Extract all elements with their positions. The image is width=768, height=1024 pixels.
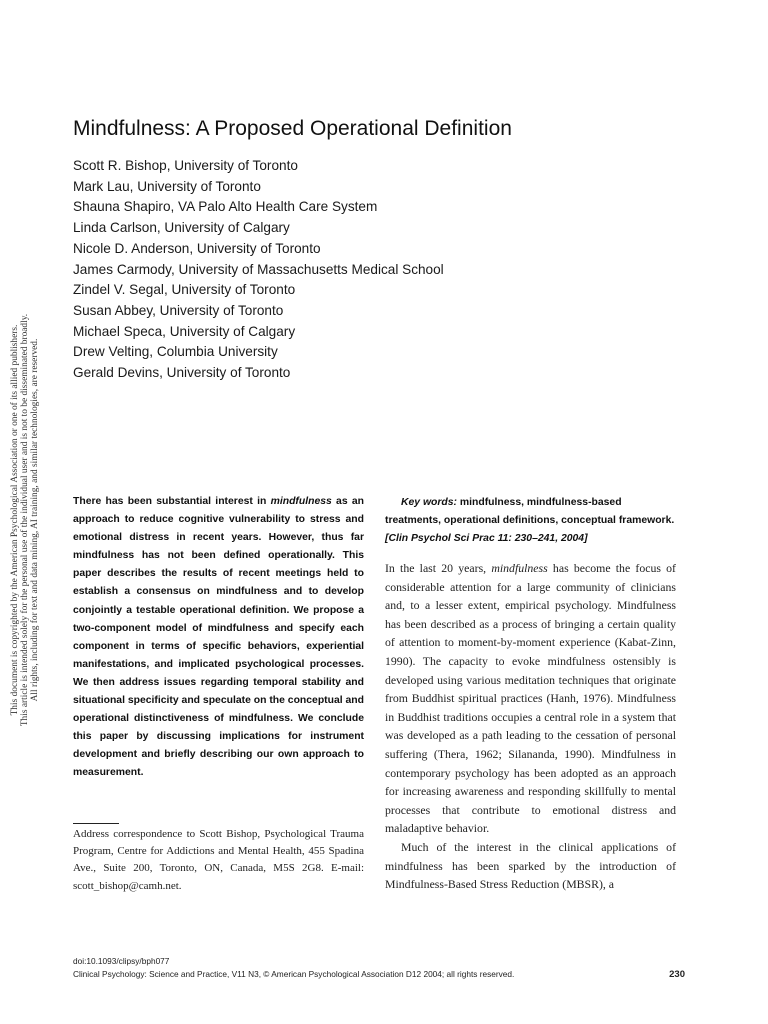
copyright-side-notice xyxy=(10,290,42,750)
abstract xyxy=(73,493,364,783)
keywords-terms: mindfulness, mindfulness-based treatments, operational definitions, conceptual framework. xyxy=(385,497,675,527)
article-title: Mindfulness: A Proposed Operational Definition xyxy=(73,117,512,140)
author-item: Drew Velting, Columbia University xyxy=(73,344,278,360)
abstract-text: as an approach to reduce cognitive vulnerability to stress and emotional distress in recent years. However, thus far mindfulness has not been defined operationally. This paper describes the results of recent meetings held to establish a consensus on mindfulness and to develop conjointly a testable operational definition. We propose a two-component model of mindfulness and specify each component in terms of specific behaviors, experiential manifestations, and implicated psychological processes. We then address issues regarding temporal stability and situational specificity and speculate on the conceptual and operational distinctiveness of mindfulness. We conclude this paper by discussing implications for instrument development and briefly describing our own approach to measurement. xyxy=(73,496,364,779)
correspondence-footnote: Address correspondence to Scott Bishop, Psychological Trauma Program, Centre for Addictions and Mental Health, 455 Spadina Ave., Suite 200, Toronto, ON, Canada, M5S 2G8. E-mail: scott_bishop@camh.net. xyxy=(73,828,364,892)
author-item: Mark Lau, University of Toronto xyxy=(73,178,261,194)
author-item: Shauna Shapiro, VA Palo Alto Health Care System xyxy=(73,199,378,215)
copyright-notice-line: All rights, including for text and data mining, AI training, and similar technologies, are reserved. xyxy=(30,338,41,702)
abstract-text: There has been substantial interest in xyxy=(73,496,271,507)
body-text-run: has become the focus of considerable attention for a large community of clinicians and, to a lesser extent, empirical psychology. Mindfulness has been described as a process of bringing a certain quality of attention to moment-by-moment experience (Kabat-Zinn, 1990). The capacity to evoke mindfulness ostensibly is developed using various meditation techniques that originate from Buddhist spiritual practices (Hanh, 1976). Mindfulness in Buddhist traditions occupies a central role in a system that was developed as a path leading to the cessation of personal suffering (Thera, 1962; Silananda, 1990). Mindfulness in contemporary psychology has been adopted as an approach for increasing awareness and responding skillfully to mental processes that contribute to emotional distress and maladaptive behavior. xyxy=(385,561,676,836)
copyright-notice-line: This article is intended solely for the personal use of the individual user and is not to be disseminated broadly. xyxy=(20,313,31,727)
keywords-block xyxy=(385,494,676,548)
journal-info: Clinical Psychology: Science and Practice, V11 N3, © American Psychological Association D12 2004; all rights reserved. xyxy=(73,969,515,979)
author-item: Susan Abbey, University of Toronto xyxy=(73,302,284,318)
body-text-run: In the last 20 years, xyxy=(385,561,492,575)
author-list xyxy=(73,156,444,384)
author-item: Scott R. Bishop, University of Toronto xyxy=(73,158,298,173)
copyright-notice-line: This document is copyrighted by the American Psychological Association or one of its allied publishers. xyxy=(10,324,20,716)
author-item: James Carmody, University of Massachusetts Medical School xyxy=(73,261,444,277)
author-item: Gerald Devins, University of Toronto xyxy=(73,365,291,381)
footnote-divider xyxy=(73,823,119,824)
doi: doi:10.1093/clipsy/bph077 xyxy=(73,956,170,966)
author-item: Nicole D. Anderson, University of Toronto xyxy=(73,240,321,256)
body-paragraph: Much of the interest in the clinical applications of mindfulness has been sparked by the introduction of Mindfulness-Based Stress Reduction (MBSR), a xyxy=(385,839,676,892)
page-footer xyxy=(73,955,685,981)
page-number: 230 xyxy=(669,969,685,980)
body-paragraph xyxy=(385,559,676,838)
author-item: Linda Carlson, University of Calgary xyxy=(73,220,290,236)
journal-citation: [Clin Psychol Sci Prac 11: 230–241, 2004] xyxy=(385,533,588,545)
body-text xyxy=(385,559,676,894)
keywords-label: Key words: xyxy=(401,497,458,508)
author-item: Michael Speca, University of Calgary xyxy=(73,323,296,339)
abstract-emphasis: mindfulness xyxy=(270,496,332,507)
body-emphasis: mindfulness xyxy=(491,561,548,575)
author-item: Zindel V. Segal, University of Toronto xyxy=(73,282,296,298)
